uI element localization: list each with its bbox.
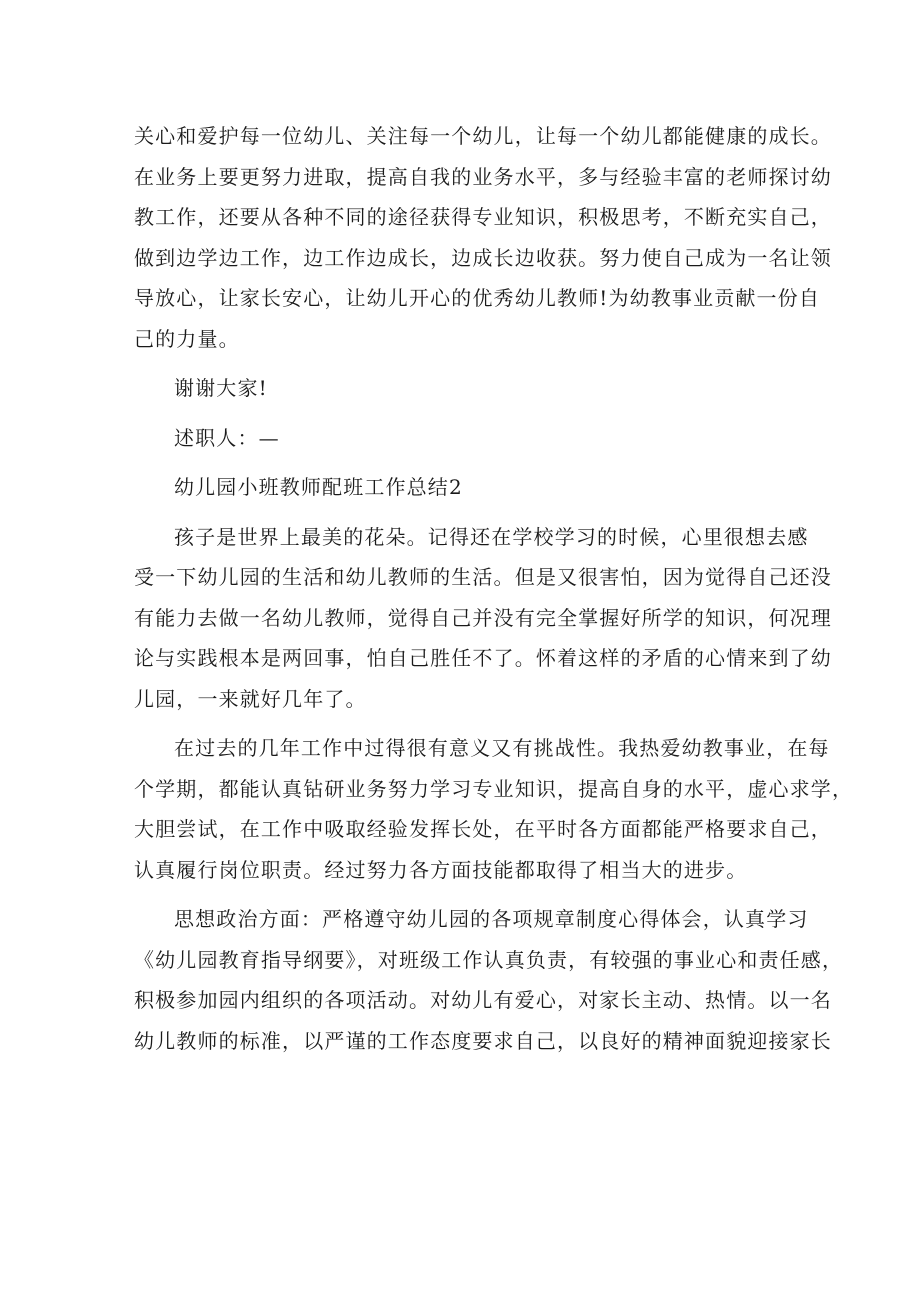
- text-line: 论与实践根本是两回事，怕自己胜任不了。怀着这样的矛盾的心情来到了幼: [134, 646, 832, 670]
- paragraph-closing-duties: [134, 116, 832, 359]
- text-line: 受一下幼儿园的生活和幼儿教师的生活。但是又很害怕，因为觉得自己还没: [134, 565, 832, 589]
- paragraph-intro: [134, 517, 832, 720]
- text-line: 孩子是世界上最美的花朵。记得还在学校学习的时候，心里很想去感: [174, 524, 809, 549]
- text-line: 幼儿园小班教师配班工作总结2: [174, 475, 463, 499]
- text-line: 有能力去做一名幼儿教师，觉得自己并没有完全掌握好所学的知识，何况理: [134, 605, 832, 630]
- thanks-line: [134, 368, 799, 409]
- spacer: [134, 719, 799, 728]
- paragraph-past-years: [134, 728, 854, 890]
- spacer: [134, 359, 799, 368]
- text-line: 个学期，都能认真钻研业务努力学习专业知识，提高自身的水平，虚心求学，: [134, 776, 854, 801]
- spacer: [134, 409, 799, 418]
- text-line: 教工作，还要从各种不同的途径获得专业知识，积极思考，不断充实自己，: [134, 205, 832, 229]
- text-line: 做到边学边工作，边工作边成长，边成长边收获。努力使自己成为一名让领: [134, 245, 832, 270]
- text-line: 认真履行岗位职责。经过努力各方面技能都取得了相当大的进步。: [134, 857, 748, 882]
- paragraph-political-thought: [134, 899, 844, 1061]
- document-body: [134, 116, 854, 1061]
- text-line: 大胆尝试，在工作中吸取经验发挥长处，在平时各方面都能严格要求自己，: [134, 817, 832, 841]
- text-line: 关心和爱护每一位幼儿、关注每一个幼儿，让每一个幼儿都能健康的成长。: [134, 124, 832, 148]
- text-line: 《幼儿园教育指导纲要》，对班级工作认真负责，有较强的事业心和责任感，: [134, 947, 844, 972]
- text-line: 述职人：—: [174, 425, 280, 450]
- spacer: [134, 508, 799, 517]
- text-line: 谢谢大家!: [174, 376, 268, 400]
- text-line: 导放心，让家长安心，让幼儿开心的优秀幼儿教师!为幼教事业贡献一份自: [134, 286, 820, 310]
- text-line: 在业务上要更努力进取，提高自我的业务水平，多与经验丰富的老师探讨幼: [134, 164, 832, 189]
- section-title: [134, 467, 799, 508]
- text-line: 积极参加园内组织的各项活动。对幼儿有爱心，对家长主动、热情。以一名: [134, 988, 832, 1012]
- spacer: [134, 890, 799, 899]
- text-line: 幼儿教师的标准，以严谨的工作态度要求自己，以良好的精神面貌迎接家长: [134, 1028, 832, 1053]
- text-line: 在过去的几年工作中过得很有意义又有挑战性。我热爱幼教事业，在每: [174, 736, 830, 760]
- text-line: 思想政治方面：严格遵守幼儿园的各项规章制度心得体会，认真学习: [174, 907, 809, 931]
- text-line: 己的力量。: [134, 326, 240, 351]
- spacer: [134, 458, 799, 467]
- text-line: 儿园，一来就好几年了。: [134, 686, 367, 711]
- reporter-line: [134, 418, 799, 459]
